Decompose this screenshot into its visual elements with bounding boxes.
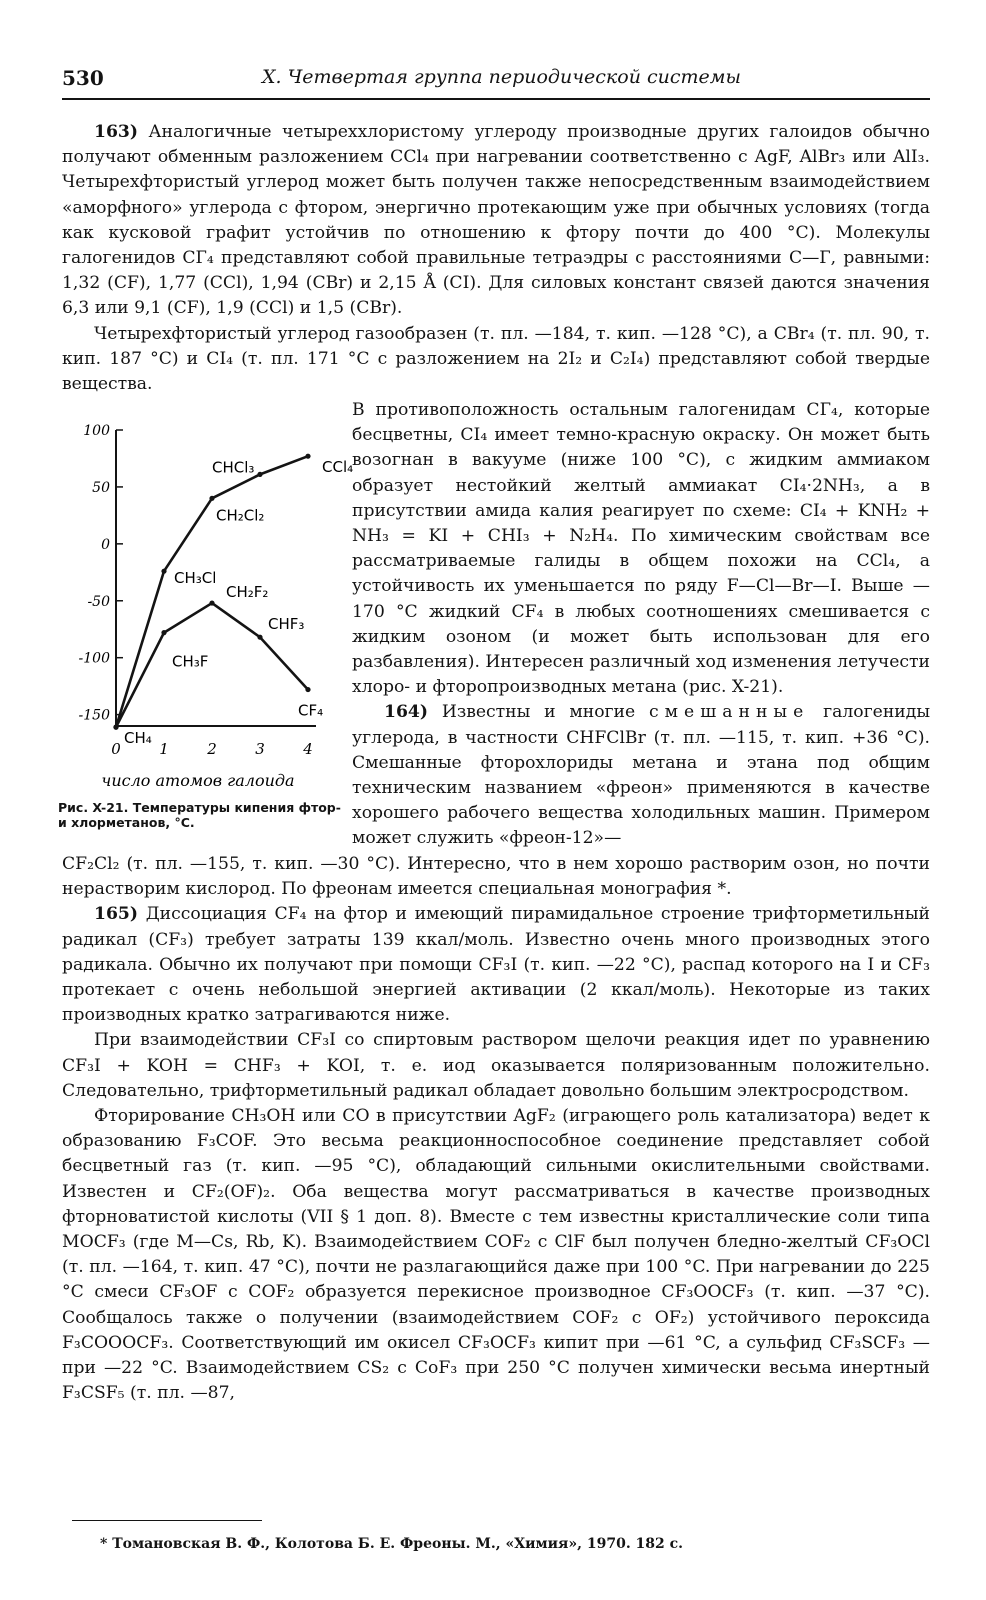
running-title: X. Четвертая группа периодической системы (262, 66, 741, 88)
point-label: CH₂Cl₂ (216, 506, 265, 525)
y-tick-label: 0 (101, 536, 110, 553)
chart-lines (113, 454, 310, 730)
data-point (161, 630, 166, 635)
x-tick-label: 2 (207, 740, 217, 758)
y-tick-label: -150 (78, 707, 110, 724)
point-label: CF₄ (298, 701, 324, 720)
point-label: CHCl₃ (212, 458, 255, 477)
note-number: 165) (94, 904, 139, 925)
figure-x-21 (48, 408, 354, 848)
paragraph-165c: Фторирование CH₃OH или CO в присутствии AgF₂ (играющего роль катализатора) ведет к образованию F₃COF. Это весьма реакционноспособное соединение представляет собой бесцветный газ (т. кип. —95 °C), обладающий сильными окислительными свойствами. Известен и CF₂(OF)₂. Оба вещества могут рассматриваться в качестве производных фторноватистой кислоты (VII § 1 доп. 8). Вместе с тем известны кристаллические соли типа MOCF₃ (где M—Cs, Rb, K). Взаимодействием COF₂ с ClF был получен бледно-желтый CF₃OCl (т. пл. —164, т. кип. 47 °C), почти не разлагающийся даже при 100 °C. При нагревании до 225 °C смеси CF₃OF с COF₂ образуется перекисное производное CF₃OOCF₃ (т. кип. —37 °C). Сообщалось также о получении (взаимодействием COF₂ с OF₂) устойчивого пероксида F₃COOOCF₃. Соответствующий им окисел CF₃OCF₃ кипит при —61 °C, а сульфид CF₃SCF₃ — при —22 °C. Взаимодействием CS₂ с CoF₃ при 250 °C получен химически весьма инертный F₃CSF₅ (т. пл. —87, (62, 1106, 930, 1404)
point-label: CCl₄ (322, 458, 354, 477)
data-point (257, 635, 262, 640)
y-tick-label: -100 (78, 650, 110, 667)
paragraph-164b (62, 852, 930, 1406)
x-tick-label: 3 (255, 740, 265, 758)
note-number: 163) (94, 122, 139, 142)
x-tick-label: 0 (111, 740, 121, 758)
point-label: CH₃Cl (174, 569, 217, 588)
page-header (62, 62, 930, 100)
point-label: CH₄ (124, 729, 152, 748)
y-tick-label: 100 (83, 423, 110, 439)
boiling-point-chart (48, 408, 354, 798)
data-point (113, 725, 118, 730)
paragraph-165b: При взаимодействии CF₃I со спиртовым раствором щелочи реакция идет по уравнению CF₃I + KOH = CHF₃ + KOI, т. е. иод оказывается поляризованным положительно. Следовательно, трифторметильный радикал обладает довольно большим электросродством. (62, 1030, 930, 1101)
paragraph-163c (352, 398, 930, 852)
paragraph-text: CF₂Cl₂ (т. пл. —155, т. кип. —30 °C). Интересно, что в нем хорошо растворим озон, но почти нерастворим кислород. По фреонам имеется специальная монография *. (62, 854, 930, 900)
data-point (257, 472, 262, 477)
chart-ticks (79, 423, 313, 758)
data-point (161, 569, 166, 574)
footnote: * Томановская В. Ф., Колотова Б. Е. Фреоны. М., «Химия», 1970. 182 с. (100, 1536, 684, 1552)
chart-point-labels (124, 458, 353, 747)
figure-caption: Рис. X-21. Температуры кипения фтор- и хлорметанов, °C. (58, 800, 341, 830)
y-tick-label: -50 (87, 593, 110, 610)
paragraph-text: Известны и многие (441, 702, 636, 723)
data-point (305, 687, 310, 692)
data-point (209, 600, 214, 605)
x-axis-label: число атомов галоида (101, 771, 295, 790)
x-tick-label: 1 (159, 740, 169, 758)
paragraph-text: Диссоциация CF₄ на фтор и имеющий пирамидальное строение трифторметильный радикал (CF₃) требует затраты 139 ккал/моль. Известно очень много производных этого радикала. Обычно их получают при помощи CF₃I (т. кип. —22 °C), распад которого на I и CF₃ протекает с очень небольшой энергией активации (2 ккал/моль). Некоторые из таких производных кратко затрагиваются ниже. (62, 904, 930, 1026)
data-point (209, 496, 214, 501)
y-tick-label: 50 (92, 479, 110, 496)
spaced-term: смешанные (648, 702, 810, 723)
point-label: CH₃F (172, 652, 209, 671)
point-label: CH₂F₂ (226, 583, 269, 602)
note-number: 164) (384, 702, 429, 723)
data-point (305, 454, 310, 459)
x-tick-label: 4 (303, 740, 313, 758)
paragraph-text: галогениды углерода, в частности CHFClBr (т. пл. —115, т. кип. +36 °C). Смешанные фторохлориды метана и этана под общим техническим названием «фреон» применяются в качестве хорошего рабочего вещества холодильных машин. Примером может служить «фреон-12»— (352, 702, 931, 849)
point-label: CHF₃ (268, 615, 305, 634)
footnote-rule (72, 1520, 262, 1521)
paragraph-text: В противоположность остальным галогенидам CГ₄, которые бесцветны, CI₄ имеет темно-красную окраску. Он может быть возогнан в вакууме (ниже 100 °C), с жидким аммиаком образует нестойкий желтый аммиакат CI₄·2NH₃, а в присутствии амида калия реагирует по схеме: CI₄ + KNH₂ + NH₃ = KI + CHI₃ + N₂H₄. По химическим свойствам все рассматриваемые галиды в общем похожи на CCl₄, а устойчивость их уменьшается по ряду F—Cl—Br—I. Выше —170 °C жидкий CF₄ в любых соотношениях смешивается с жидким озоном (и может быть использован для его разбавления). Интересен различный ход изменения летучести хлоро- и фторопроизводных метана (рис. X-21). (352, 400, 930, 698)
paragraph-text: Аналогичные четыреххлористому углероду производные других галоидов обычно получают обменным разложением CCl₄ при нагревании соответственно с AgF, AlBr₃ или AlI₃. Четырехфтористый углерод может быть получен также непосредственным взаимодействием «аморфного» углерода с фтором, энергично протекающим уже при обычных условиях (тогда как кусковой графит устойчив по отношению к фтору почти до 400 °C). Молекулы галогенидов CГ₄ представляют собой правильные тетраэдры с расстояниями C—Г, равными: 1,32 (CF), 1,77 (CCl), 1,94 (CBr) и 2,15 Å (CI). Для силовых констант связей даются значения 6,3 или 9,1 (CF), 1,9 (CCl) и 1,5 (CBr). (62, 122, 930, 319)
page-number: 530 (62, 66, 104, 90)
paragraph-163 (62, 120, 930, 397)
paragraph-163b: Четырехфтористый углерод газообразен (т. пл. —184, т. кип. —128 °C), а CBr₄ (т. пл. 90, т. кип. 187 °C) и CI₄ (т. пл. 171 °C с разложением на 2I₂ и C₂I₄) представляют собой твердые вещества. (62, 323, 930, 395)
